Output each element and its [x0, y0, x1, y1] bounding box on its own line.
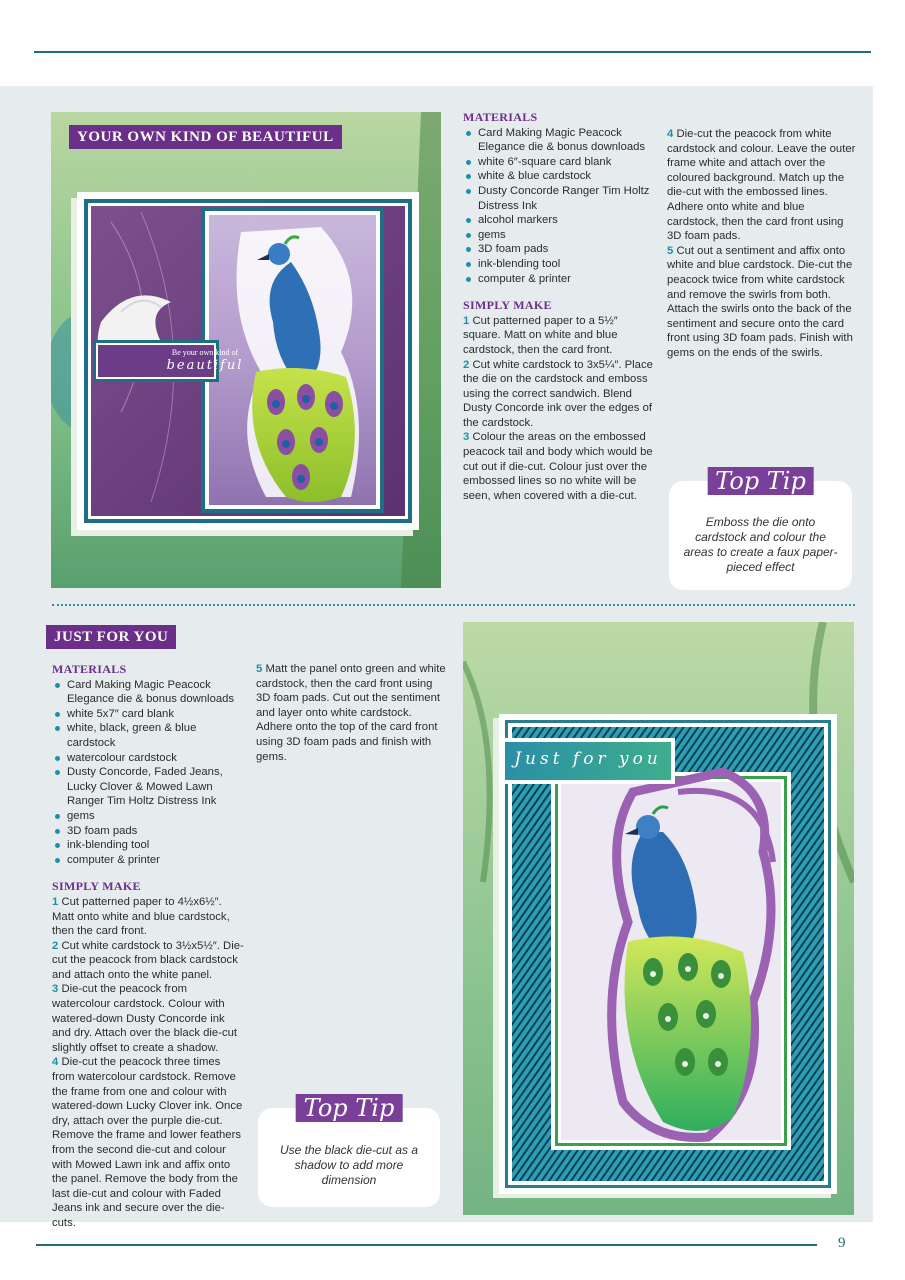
top-rule [34, 51, 871, 53]
project2-materials-heading: MATERIALS [52, 662, 127, 676]
project1-sentiment-line1: Be your own kind of [171, 348, 239, 357]
project2-materials-list [52, 678, 244, 868]
list-item: gems [67, 809, 244, 824]
section-divider [52, 604, 855, 606]
project1-materials-heading: MATERIALS [463, 110, 538, 124]
project1-title-banner: YOUR OWN KIND OF BEAUTIFUL [69, 125, 342, 149]
project2-top-tip [258, 1094, 440, 1207]
top-tip-heading: Top Tip [707, 467, 814, 495]
project2-step-1: 1 Cut patterned paper to 4½x6½″. Matt onto white and blue cardstock, then the card front. [52, 895, 230, 938]
project1-sentiment-line2: beautiful [166, 358, 244, 373]
list-item: ink-blending tool [478, 257, 653, 272]
project1-step-2: 2 Cut white cardstock to 3x5¼″. Place the die on the cardstock and emboss using the correct sandwich. Blend Dusty Concorde ink over the edges of the cardstock. [463, 358, 653, 429]
list-item: ink-blending tool [67, 838, 244, 853]
project1-top-tip [669, 467, 852, 590]
top-tip-text: Emboss the die onto cardstock and colour the areas to create a faux paper-pieced effect [683, 515, 838, 574]
list-item: 3D foam pads [67, 824, 244, 839]
top-tip-heading: Top Tip [296, 1094, 403, 1122]
project2-column-right [256, 662, 446, 764]
project2-make-heading: SIMPLY MAKE [52, 879, 141, 894]
project2-step-2: 2 Cut white cardstock to 3½x5½″. Die-cut the peacock from black cardstock and attach onto the white panel. [52, 939, 244, 981]
top-tip-text: Use the black die-cut as a shadow to add more dimension [279, 1143, 419, 1187]
peacock-card-illustration-2 [463, 622, 854, 1215]
project2-sentiment: Just for you [514, 749, 662, 769]
project1-photo [51, 112, 441, 588]
page-number: 9 [838, 1235, 846, 1251]
list-item: computer & printer [67, 853, 244, 868]
list-item: computer & printer [478, 272, 653, 287]
list-item: alcohol markers [478, 213, 653, 228]
bottom-rule [36, 1244, 817, 1246]
project1-make-heading: SIMPLY MAKE [463, 298, 552, 313]
project2-column-left [52, 662, 244, 1231]
project1-column-left [463, 110, 653, 503]
project1-step-3: 3 Colour the areas on the embossed peacock tail and body which would be cut out if die-cut. Colour just over the embossed lines so no white will be seen, when covered with a die-cut. [463, 431, 653, 502]
list-item: white 5x7″ card blank [67, 707, 244, 722]
list-item: white, black, green & blue cardstock [67, 721, 244, 750]
project2-step-5: 5 Matt the panel onto green and white cardstock, then the card front using 3D foam pads. Cut out the sentiment and layer onto white cardstock. Adhere onto the top of the card front using 3D foam pads and finish with gems. [256, 663, 446, 763]
project2-title-banner: JUST FOR YOU [46, 625, 176, 649]
project1-step-1: 1 Cut patterned paper to a 5½″ square. Matt on white and blue cardstock, then the card front. [463, 314, 618, 356]
list-item: white & blue cardstock [478, 169, 653, 184]
list-item: Dusty Concorde Ranger Tim Holtz Distress Ink [478, 184, 653, 213]
project2-step-4: 4 Die-cut the peacock three times from watercolour cardstock. Remove the frame from one and colour with watered-down Lucky Clover ink. Once dry, attach over the purple die-cut. Remove the frame and lower feathers from the second die-cut and colour with Mowed Lawn ink and affix onto the panel. Remove the body from the last die-cut and colour with Faded Jeans ink and secure over the die-cuts. [52, 1056, 243, 1229]
list-item: 3D foam pads [478, 242, 653, 257]
project1-column-right [667, 127, 857, 361]
list-item: gems [478, 228, 653, 243]
project1-step-5: 5 Cut out a sentiment and affix onto white and blue cardstock. Die-cut the peacock twice from white cardstock and remove the swirls from both. Attach the swirls onto the back of the sentiment and secure onto the card front using 3D foam pads. Finish with gems on the ends of the swirls. [667, 244, 853, 359]
list-item: watercolour cardstock [67, 751, 244, 766]
list-item: white 6″-square card blank [478, 155, 653, 170]
project1-step-4: 4 Die-cut the peacock from white cardstock and colour. Leave the outer frame white and attach over the coloured background. Match up the die-cut with the embossed lines. Adhere onto white and blue cardstock, then the card front using 3D foam pads. [667, 128, 856, 243]
list-item: Card Making Magic Peacock Elegance die & bonus downloads [478, 126, 653, 155]
list-item: Card Making Magic Peacock Elegance die & bonus downloads [67, 678, 244, 707]
project2-photo [463, 622, 854, 1215]
list-item: Dusty Concorde, Faded Jeans, Lucky Clover & Mowed Lawn Ranger Tim Holtz Distress Ink [67, 765, 244, 809]
project2-step-3: 3 Die-cut the peacock from watercolour cardstock. Colour with watered-down Dusty Concorde ink and dry. Attach over the black die-cut slightly offset to create a shadow. [52, 983, 238, 1054]
project1-materials-list [463, 126, 653, 287]
